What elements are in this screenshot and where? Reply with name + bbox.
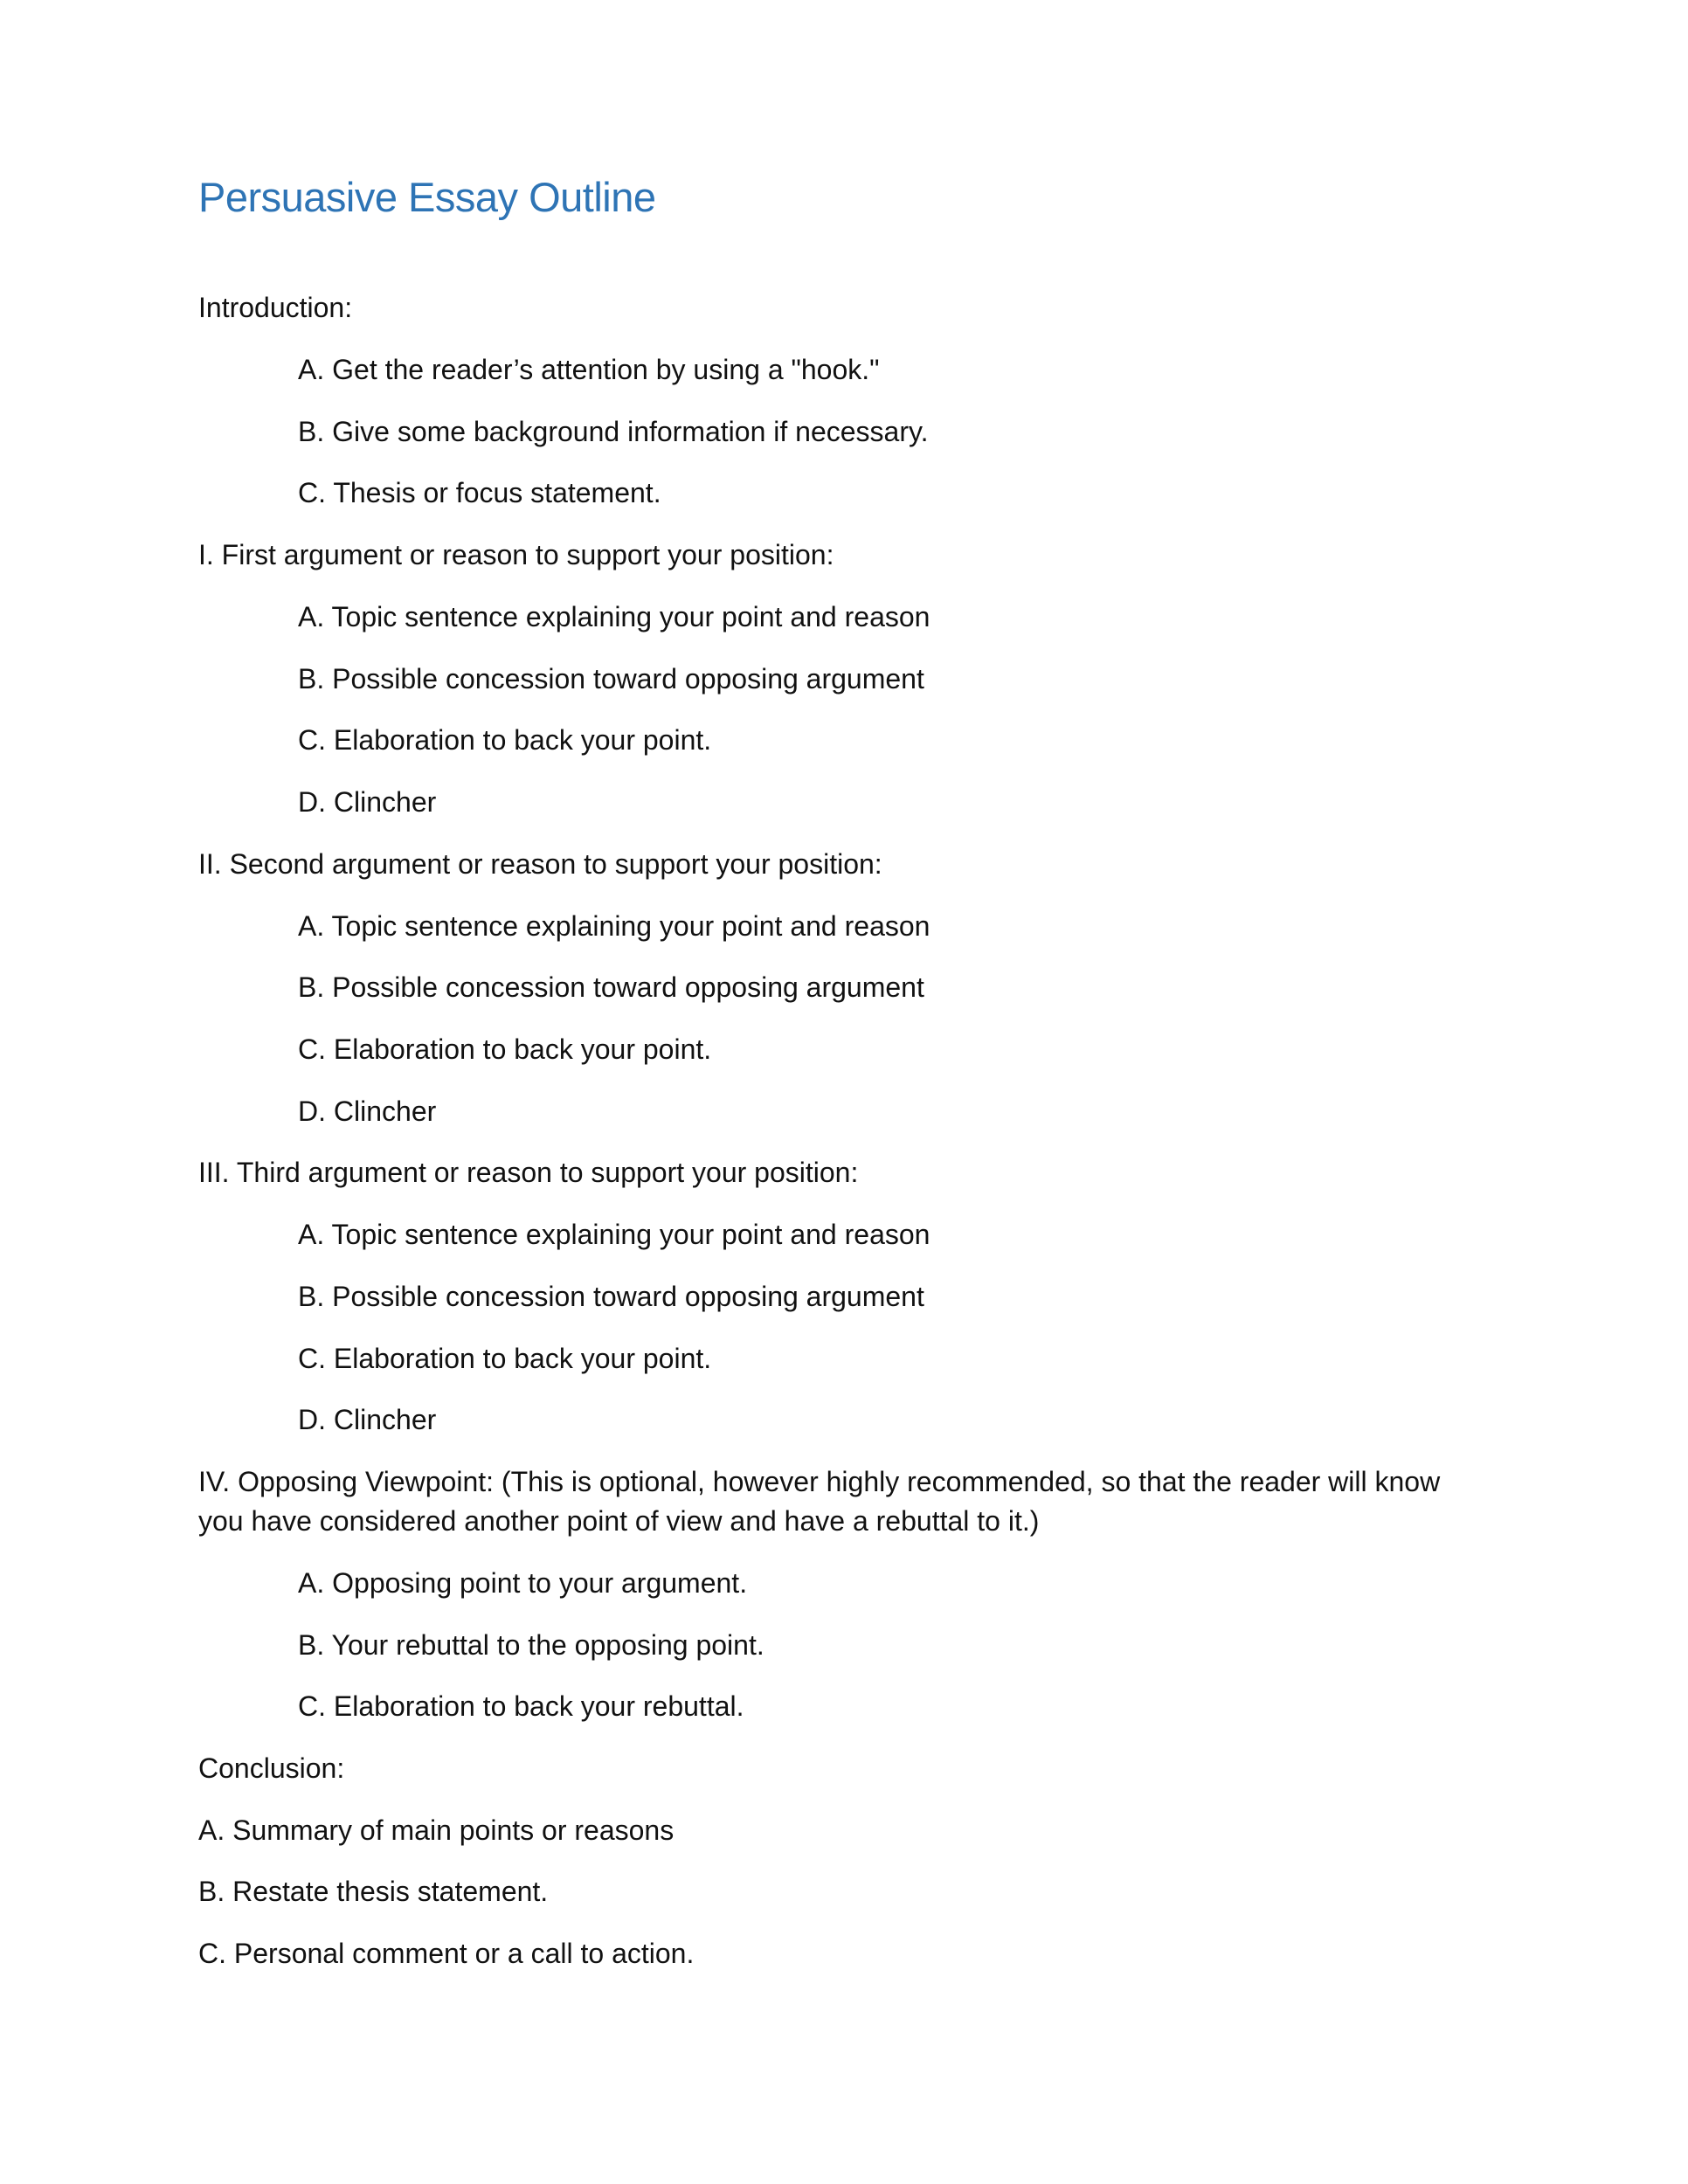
list-item: A. Topic sentence explaining your point and reason: [298, 910, 930, 942]
list-item: B. Possible concession toward opposing argument: [298, 1281, 924, 1312]
section-heading-4-continued: you have considered another point of view and have a rebuttal to it.): [198, 1505, 1040, 1537]
list-item: A. Topic sentence explaining your point and reason: [298, 601, 930, 632]
list-item: C. Elaboration to back your rebuttal.: [298, 1690, 744, 1722]
list-item: C. Elaboration to back your point.: [298, 1033, 712, 1065]
list-item: A. Topic sentence explaining your point and reason: [298, 1219, 930, 1250]
list-item: B. Your rebuttal to the opposing point.: [298, 1629, 764, 1661]
list-item: C. Personal comment or a call to action.: [198, 1938, 695, 1969]
list-item: C. Thesis or focus statement.: [298, 477, 661, 508]
list-item: A. Opposing point to your argument.: [298, 1567, 748, 1599]
list-item: D. Clincher: [298, 1404, 437, 1435]
conclusion-heading: Conclusion:: [198, 1752, 345, 1784]
section-heading-2: II. Second argument or reason to support your position:: [198, 848, 882, 880]
list-item: B. Give some background information if necessary.: [298, 416, 929, 447]
list-item: A. Summary of main points or reasons: [198, 1814, 675, 1846]
section-heading-3: III. Third argument or reason to support your position:: [198, 1157, 859, 1188]
list-item: A. Get the reader’s attention by using a "hook.": [298, 354, 880, 385]
list-item: B. Possible concession toward opposing argument: [298, 663, 924, 695]
list-item: C. Elaboration to back your point.: [298, 724, 712, 756]
list-item: B. Possible concession toward opposing argument: [298, 971, 924, 1003]
section-heading-4: IV. Opposing Viewpoint: (This is optional, however highly recommended, so that the reader will know: [198, 1466, 1441, 1497]
page-title: Persuasive Essay Outline: [198, 174, 656, 220]
section-heading-1: I. First argument or reason to support your position:: [198, 539, 834, 570]
list-item: D. Clincher: [298, 1095, 437, 1127]
introduction-heading: Introduction:: [198, 292, 353, 323]
list-item: B. Restate thesis statement.: [198, 1876, 549, 1907]
list-item: C. Elaboration to back your point.: [298, 1343, 712, 1374]
list-item: D. Clincher: [298, 786, 437, 818]
